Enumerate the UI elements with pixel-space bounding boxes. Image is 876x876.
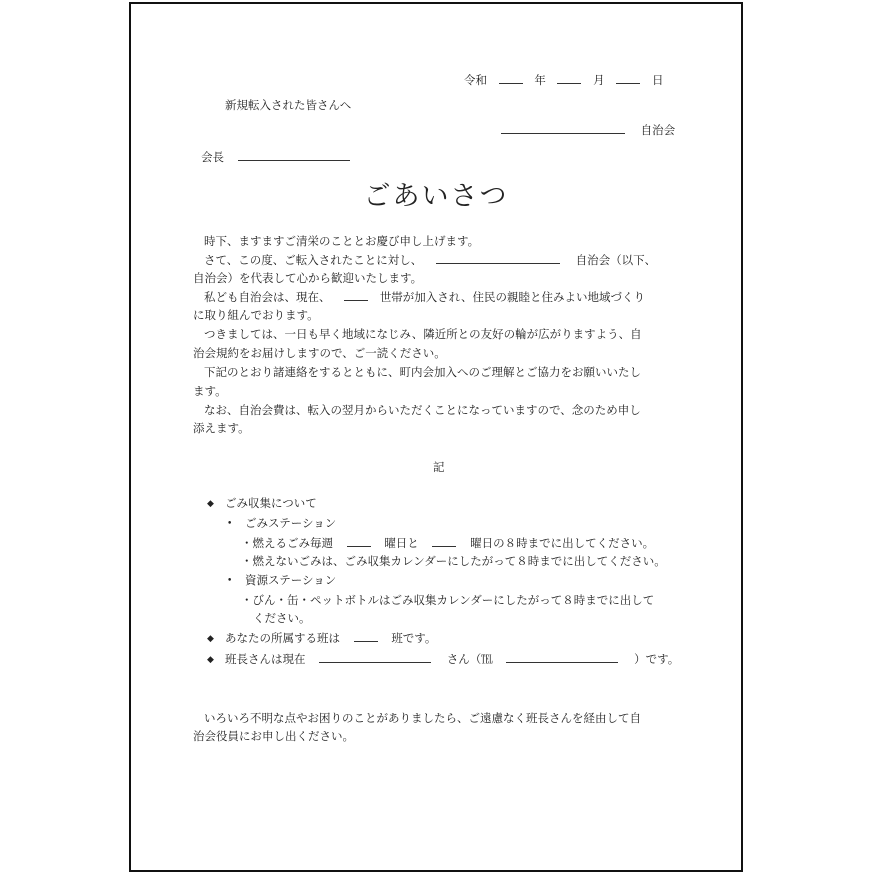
closing-line2: 治会役員にお申し出ください。 bbox=[193, 729, 354, 743]
group-number-blank[interactable] bbox=[354, 631, 378, 642]
association-name-blank-2[interactable] bbox=[436, 253, 560, 264]
list-item-group: あなたの所属する班は 班です。 bbox=[225, 631, 437, 645]
weekday-blank-2[interactable] bbox=[432, 536, 456, 547]
ki-heading: 記 bbox=[433, 460, 445, 474]
month-label: 月 bbox=[593, 73, 605, 87]
association-line bbox=[501, 122, 675, 138]
month-blank[interactable] bbox=[557, 73, 581, 84]
list-item-bottles-line1: ・びん・缶・ペットボトルはごみ収集カレンダーにしたがって８時までに出して bbox=[241, 593, 655, 607]
body-p4-line1: つきましては、一日も早く地域になじみ、隣近所との友好の輪が広がりますよう、自 bbox=[204, 327, 642, 341]
weekday-blank-1[interactable] bbox=[347, 536, 371, 547]
list-item-nonburnable: ・燃えないごみは、ごみ収集カレンダーにしたがって８時までに出してください。 bbox=[241, 554, 666, 568]
body-p5-line1: 下記のとおり諸連絡をするとともに、町内会加入へのご理解とご協力をお願いいたし bbox=[204, 365, 641, 379]
document-title: ごあいさつ bbox=[363, 181, 509, 212]
chair-label: 会長 bbox=[201, 150, 224, 164]
association-label: 自治会 bbox=[640, 123, 676, 137]
body-p2-line2: 自治会）を代表して心から歓迎いたします。 bbox=[193, 271, 423, 285]
list-item-burnable: ・燃えるごみ毎週 曜日と 曜日の８時までに出してください。 bbox=[241, 536, 655, 550]
recipient-line: 新規転入された皆さんへ bbox=[225, 98, 352, 112]
body-p6-line2: 添えます。 bbox=[193, 421, 250, 435]
household-count-blank[interactable] bbox=[344, 290, 368, 301]
chair-line bbox=[201, 149, 350, 165]
association-name-blank[interactable] bbox=[501, 123, 625, 134]
diamond-bullet-icon: ◆ bbox=[207, 655, 214, 665]
diamond-bullet-icon: ◆ bbox=[207, 499, 214, 509]
body-p2-line1: さて、この度、ご転入されたことに対し、 自治会（以下、 bbox=[204, 253, 657, 267]
year-blank[interactable] bbox=[499, 73, 523, 84]
diamond-bullet-icon: ◆ bbox=[207, 634, 214, 644]
body-p3-line1: 私ども自治会は、現在、 世帯が加入され、住民の親睦と住みよい地域づくり bbox=[204, 290, 645, 304]
body-p6-line1: なお、自治会費は、転入の翌月からいただくことになっていますので、念のため申し bbox=[204, 403, 641, 417]
list-item-leader: 班長さんは現在 さん（℡ ）です。 bbox=[225, 652, 680, 666]
body-p4-line2: 治会規約をお届けしますので、ご一読ください。 bbox=[193, 346, 446, 360]
day-blank[interactable] bbox=[616, 73, 640, 84]
body-p1: 時下、ますますご清栄のこととお慶び申し上げます。 bbox=[204, 234, 480, 248]
dot-bullet-icon: • bbox=[227, 519, 233, 529]
closing-line1: いろいろ不明な点やお困りのことがありましたら、ご遠慮なく班長さんを経由して自 bbox=[204, 711, 641, 725]
date-line bbox=[464, 72, 663, 88]
list-item-bottles-line2: ください。 bbox=[253, 611, 311, 625]
dot-bullet-icon: • bbox=[227, 576, 233, 586]
list-item-resource: 資源ステーション bbox=[245, 573, 337, 587]
list-item-garbage: ごみ収集について bbox=[225, 496, 317, 510]
document-page bbox=[129, 2, 743, 872]
leader-name-blank[interactable] bbox=[319, 652, 431, 663]
chair-name-blank[interactable] bbox=[238, 150, 350, 161]
body-p5-line2: ます。 bbox=[193, 384, 227, 398]
era-label: 令和 bbox=[464, 73, 487, 87]
day-label: 日 bbox=[651, 73, 664, 87]
year-label: 年 bbox=[534, 73, 546, 87]
list-item-station: ごみステーション bbox=[245, 516, 337, 530]
leader-phone-blank[interactable] bbox=[506, 652, 618, 663]
body-p3-line2: に取り組んでおります。 bbox=[193, 308, 319, 322]
